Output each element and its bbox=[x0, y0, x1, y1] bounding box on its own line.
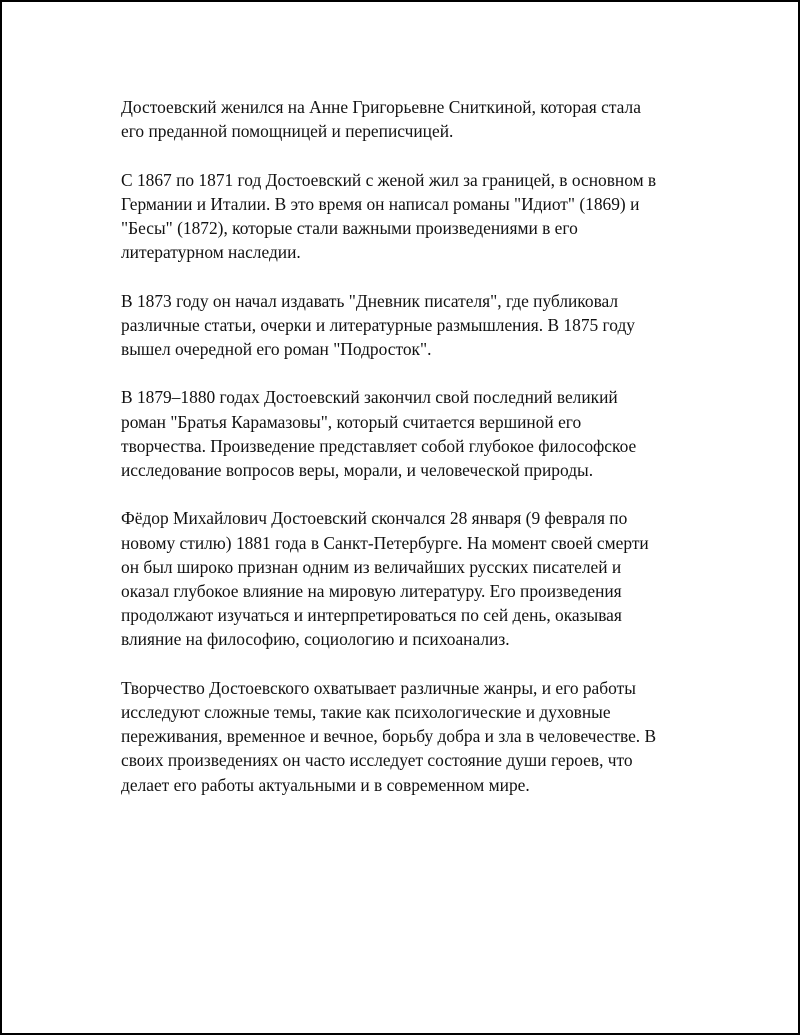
paragraph-death: Фёдор Михайлович Достоевский скончался 28 января (9 февраля по новому стилю) 1881 года в Санкт-Петербурге. На момент своей смерти он был широко признан одним из величайших русских писателей и оказал глубокое влияние на мировую литературу. Его произведения продолжают изучаться и интерпретироваться по сей день, оказывая влияние на философию, социологию и психоанализ. bbox=[121, 508, 649, 650]
paragraph-writers-diary: В 1873 году он начал издавать "Дневник писателя", где публиковал различные статьи, очерки и литературные размышления. В 1875 году вышел очередной его роман "Подросток". bbox=[121, 290, 635, 359]
document-body bbox=[121, 95, 696, 821]
paragraph-karamazov: В 1879–1880 годах Достоевский закончил свой последний великий роман "Братья Карамазовы", который считается вершиной его творчества. Произведение представляет собой глубокое философское исследование вопросов веры, морали, и человеческой природы. bbox=[121, 387, 637, 480]
paragraph-legacy: Творчество Достоевского охватывает различные жанры, и его работы исследуют сложные темы, такие как психологические и духовные переживания, временное и вечное, борьбу добра и зла в человечестве. В своих произведениях он часто исследует состояние души героев, что делает его работы актуальными и в современном мире. bbox=[121, 677, 657, 795]
paragraph-marriage: Достоевский женился на Анне Григорьевне Сниткиной, которая стала его преданной помощницей и переписчицей. bbox=[121, 97, 641, 142]
paragraph-abroad: С 1867 по 1871 год Достоевский с женой жил за границей, в основном в Германии и Италии. В это время он написал романы "Идиот" (1869) и "Бесы" (1872), которые стали важными произведениями в его литературном наследии. bbox=[121, 169, 657, 263]
